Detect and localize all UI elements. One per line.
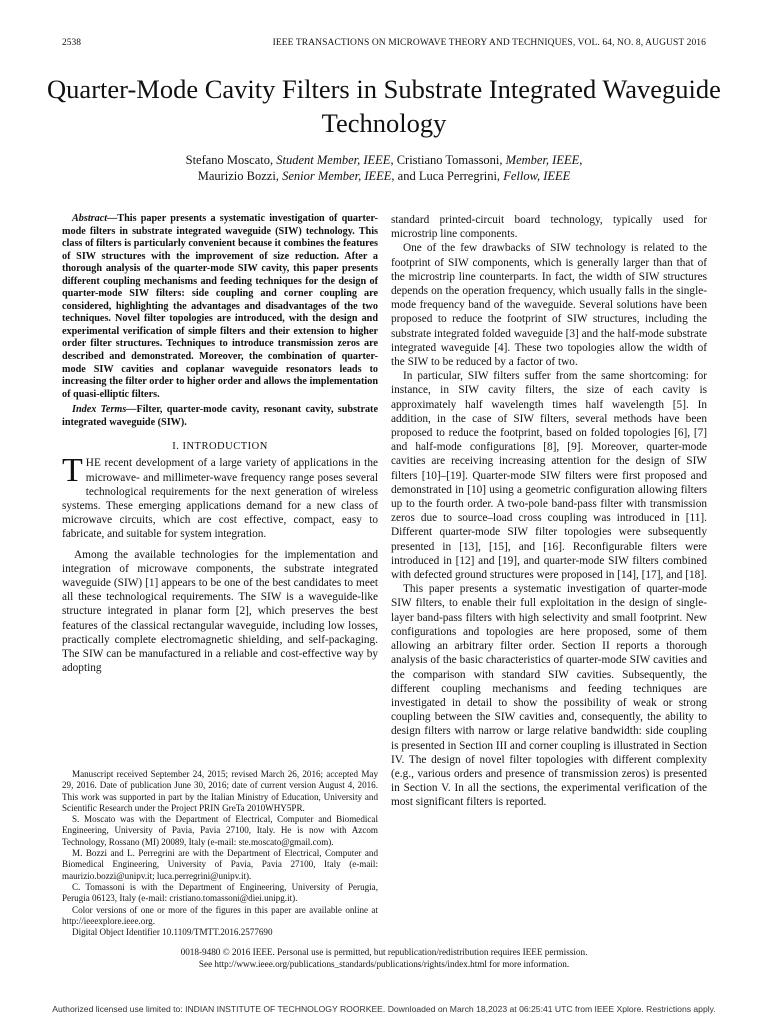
paragraph-text: HE recent development of a large variety of applications in the microwave- and millimeter-wave frequency range poses several technological requirements for the next generation of wireless systems. These emerging applications demand for a new class of microwave circuits, which are cost effective, compact, easy to fabricate, and suitable for system integration. — [62, 457, 378, 541]
author-name: , and Luca Perregrini, — [391, 169, 504, 183]
intro-paragraph-1 — [62, 452, 378, 541]
right-column — [391, 213, 707, 810]
paper-title: Quarter-Mode Cavity Filters in Substrate Integrated Waveguide Technology — [47, 74, 721, 138]
paragraph: This paper presents a systematic investigation of quarter-mode SIW filters, to enable their full exploitation in the design of single-layer band-pass filters with high selectivity and small footprint. New configurations and topologies are here proposed, some of them allowing an arbitrary filter order. Section II reports a thorough analysis of the basic characteristics of quarter-mode SIW cavities and the comparison with standard SIW cavities. Subsequently, the different coupling mechanisms and feeding techniques are investigated in detail to show the possibility of weak or strong coupling between the SIW cavities and, consequently, the ability to design filters with narrow or large relative bandwidth: side coupling is presented in Section III and corner coupling is illustrated in Section IV. The design of novel filter topologies with different complexity (e.g., various orders and presence of transmission zeros) is presented in Section V. In all the sections, the experimental verification of the most significant filters is reported. — [391, 583, 707, 809]
footnotes — [62, 769, 378, 938]
author-grade: Student Member, IEEE — [276, 153, 391, 167]
page-number: 2538 — [62, 38, 81, 48]
author-line-1 — [40, 152, 728, 168]
footnote-bozzi-perregrini: M. Bozzi and L. Perregrini are with the Department of Electrical, Computer and Biomedical Engineering, University of Pavia, Pavia 27100, Italy (e-mail: maurizio.bozzi@unipv.it; luca.perregrini@unipv.it). — [62, 848, 378, 881]
author-grade: Fellow, IEEE — [503, 169, 571, 183]
paragraph: In particular, SIW filters suffer from the same shortcoming: for instance, in SIW cavity filters, the size of each cavity is approximately half wavelength times half wavelength [5]. In addition, in the case of SIW filters, several methods have been proposed to reduce the footprint, based on folded topologies [6], [7] and half-mode configurations [8], [9]. Moreover, quarter-mode cavities are receiving increasing attention for the design of SIW filters [10]–[19]. Quarter-mode SIW filters were first proposed and demonstrated in [10] using a geometric configuration allowing filters up to the fourth order. A two-pole band-pass filter with transmission zeros due to source–load cross coupling was introduced in [11]. Different quarter-mode SIW filter topologies were subsequently presented in [13], [15], and [16]. Reconfigurable filters were introduced in [12] and [19], and quarter-mode SIW filters combined with defected ground structures were proposed in [14], [17], and [18]. — [391, 370, 707, 582]
journal-header: IEEE TRANSACTIONS ON MICROWAVE THEORY AND TECHNIQUES, VOL. 64, NO. 8, AUGUST 2016 — [272, 38, 706, 48]
footnote-color-versions: Color versions of one or more of the figures in this paper are available online at http://ieeexplore.ieee.org. — [62, 904, 378, 926]
intro-paragraph-2: Among the available technologies for the implementation and integration of microwave components, the substrate integrated waveguide (SIW) [1] appears to be one of the best candidates to meet all these technological requirements. The SIW is a waveguide-like structure integrated in planar form [2], which preserves the best features of the classical rectangular waveguide, including low losses, practically complete electromagnetic shielding, and self-packaging. The SIW can be manufactured in a reliable and cost-effective way by adopting — [62, 548, 378, 675]
abstract-text: This paper presents a systematic investigation of quarter-mode filters in substrate integrated waveguide (SIW) technology. This class of filters is particularly convenient because it combines the features of SIW structures with the improvement of size reduction. After a thorough analysis of the quarter-mode SIW cavity, this paper presents different coupling mechanisms and feeding techniques for the design of quarter-mode SIW filters: side coupling and corner coupling are considered, highlighting the advantages and disadvantages of the two techniques. Novel filter topologies are introduced, with the design and experimental verification of simple filters and their extension to higher order filter structures. Techniques to introduce transmission zeros are described and demonstrated. Moreover, the combination of quarter-mode SIW cavities and coplanar waveguide resonators leads to increasing the filter order to higher order and allows the implementation of quasi-elliptic filters. — [62, 213, 378, 400]
footnote-doi: Digital Object Identifier 10.1109/TMTT.2016.2577690 — [72, 927, 273, 938]
abstract — [62, 213, 378, 401]
footnote-tomassoni: C. Tomassoni is with the Department of Engineering, University of Perugia, Perugia 06123, Italy (e-mail: cristiano.tomassoni@diei.unipg.it). — [62, 881, 378, 904]
copyright-line: 0018-9480 © 2016 IEEE. Personal use is permitted, but republication/redistribution requires IEEE permission. — [180, 947, 588, 957]
drop-cap: T — [62, 452, 83, 490]
author-grade: Senior Member, IEEE — [282, 169, 392, 183]
author-name: Maurizio Bozzi, — [197, 169, 283, 183]
index-terms-text: Filter, quarter-mode cavity, resonant cavity, substrate integrated waveguide (SIW). — [62, 404, 378, 428]
paragraph-continued: standard printed-circuit board technology, typically used for microstrip line components. — [391, 214, 707, 241]
index-terms-label: Index Terms— — [72, 404, 137, 416]
paragraph: One of the few drawbacks of SIW technology is related to the footprint of SIW components, which is generally larger than that of the microstrip line counterparts. In fact, the width of SIW structures depends on the operation frequency, which usually falls in the single-mode frequency band of the waveguide. Several solutions have been proposed to reduce the footprint of SIW structures, including the substrate integrated folded waveguide [3] and the half-mode substrate integrated waveguide [4]. These two topologies allow the width of the SIW to be reduced by a factor of two. — [391, 242, 707, 369]
rights-line: See http://www.ieee.org/publications_standards/publications/rights/index.html for more information. — [198, 959, 570, 969]
author-name: Stefano Moscato, — [185, 153, 277, 167]
section-heading: I. INTRODUCTION — [172, 441, 268, 453]
author-grade: Member, IEEE — [505, 153, 580, 167]
authorized-use-notice: Authorized licensed use limited to: INDIAN INSTITUTE OF TECHNOLOGY ROORKEE. Downloaded on March 18,2023 at 06:25:41 UTC from IEEE Xplore. Restrictions apply. — [52, 1004, 716, 1014]
copyright-notice — [62, 946, 706, 970]
footnote-moscato: S. Moscato was with the Department of Electrical, Computer and Biomedical Engineering, University of Pavia, Pavia 27100, Italy. He is now with Azcom Technology, Rossano (MI) 20089, Italy (e-mail: ste.moscato@gmail.com). — [62, 814, 378, 847]
author-list — [40, 152, 728, 184]
author-name: , Cristiano Tomassoni, — [390, 153, 506, 167]
index-terms — [62, 404, 378, 429]
author-separator: , — [579, 153, 583, 167]
abstract-label: Abstract— — [72, 213, 118, 224]
author-line-2 — [40, 168, 728, 184]
left-column — [62, 213, 378, 675]
footnote-manuscript: Manuscript received September 24, 2015; revised March 26, 2016; accepted May 29, 2016. Date of publication June 30, 2016; date of current version August 4, 2016. This work was supported in part by the Italian Ministry of Education, University and Scientific Research under the Project PRIN GreTa 2010WHY5PR. — [62, 769, 378, 813]
